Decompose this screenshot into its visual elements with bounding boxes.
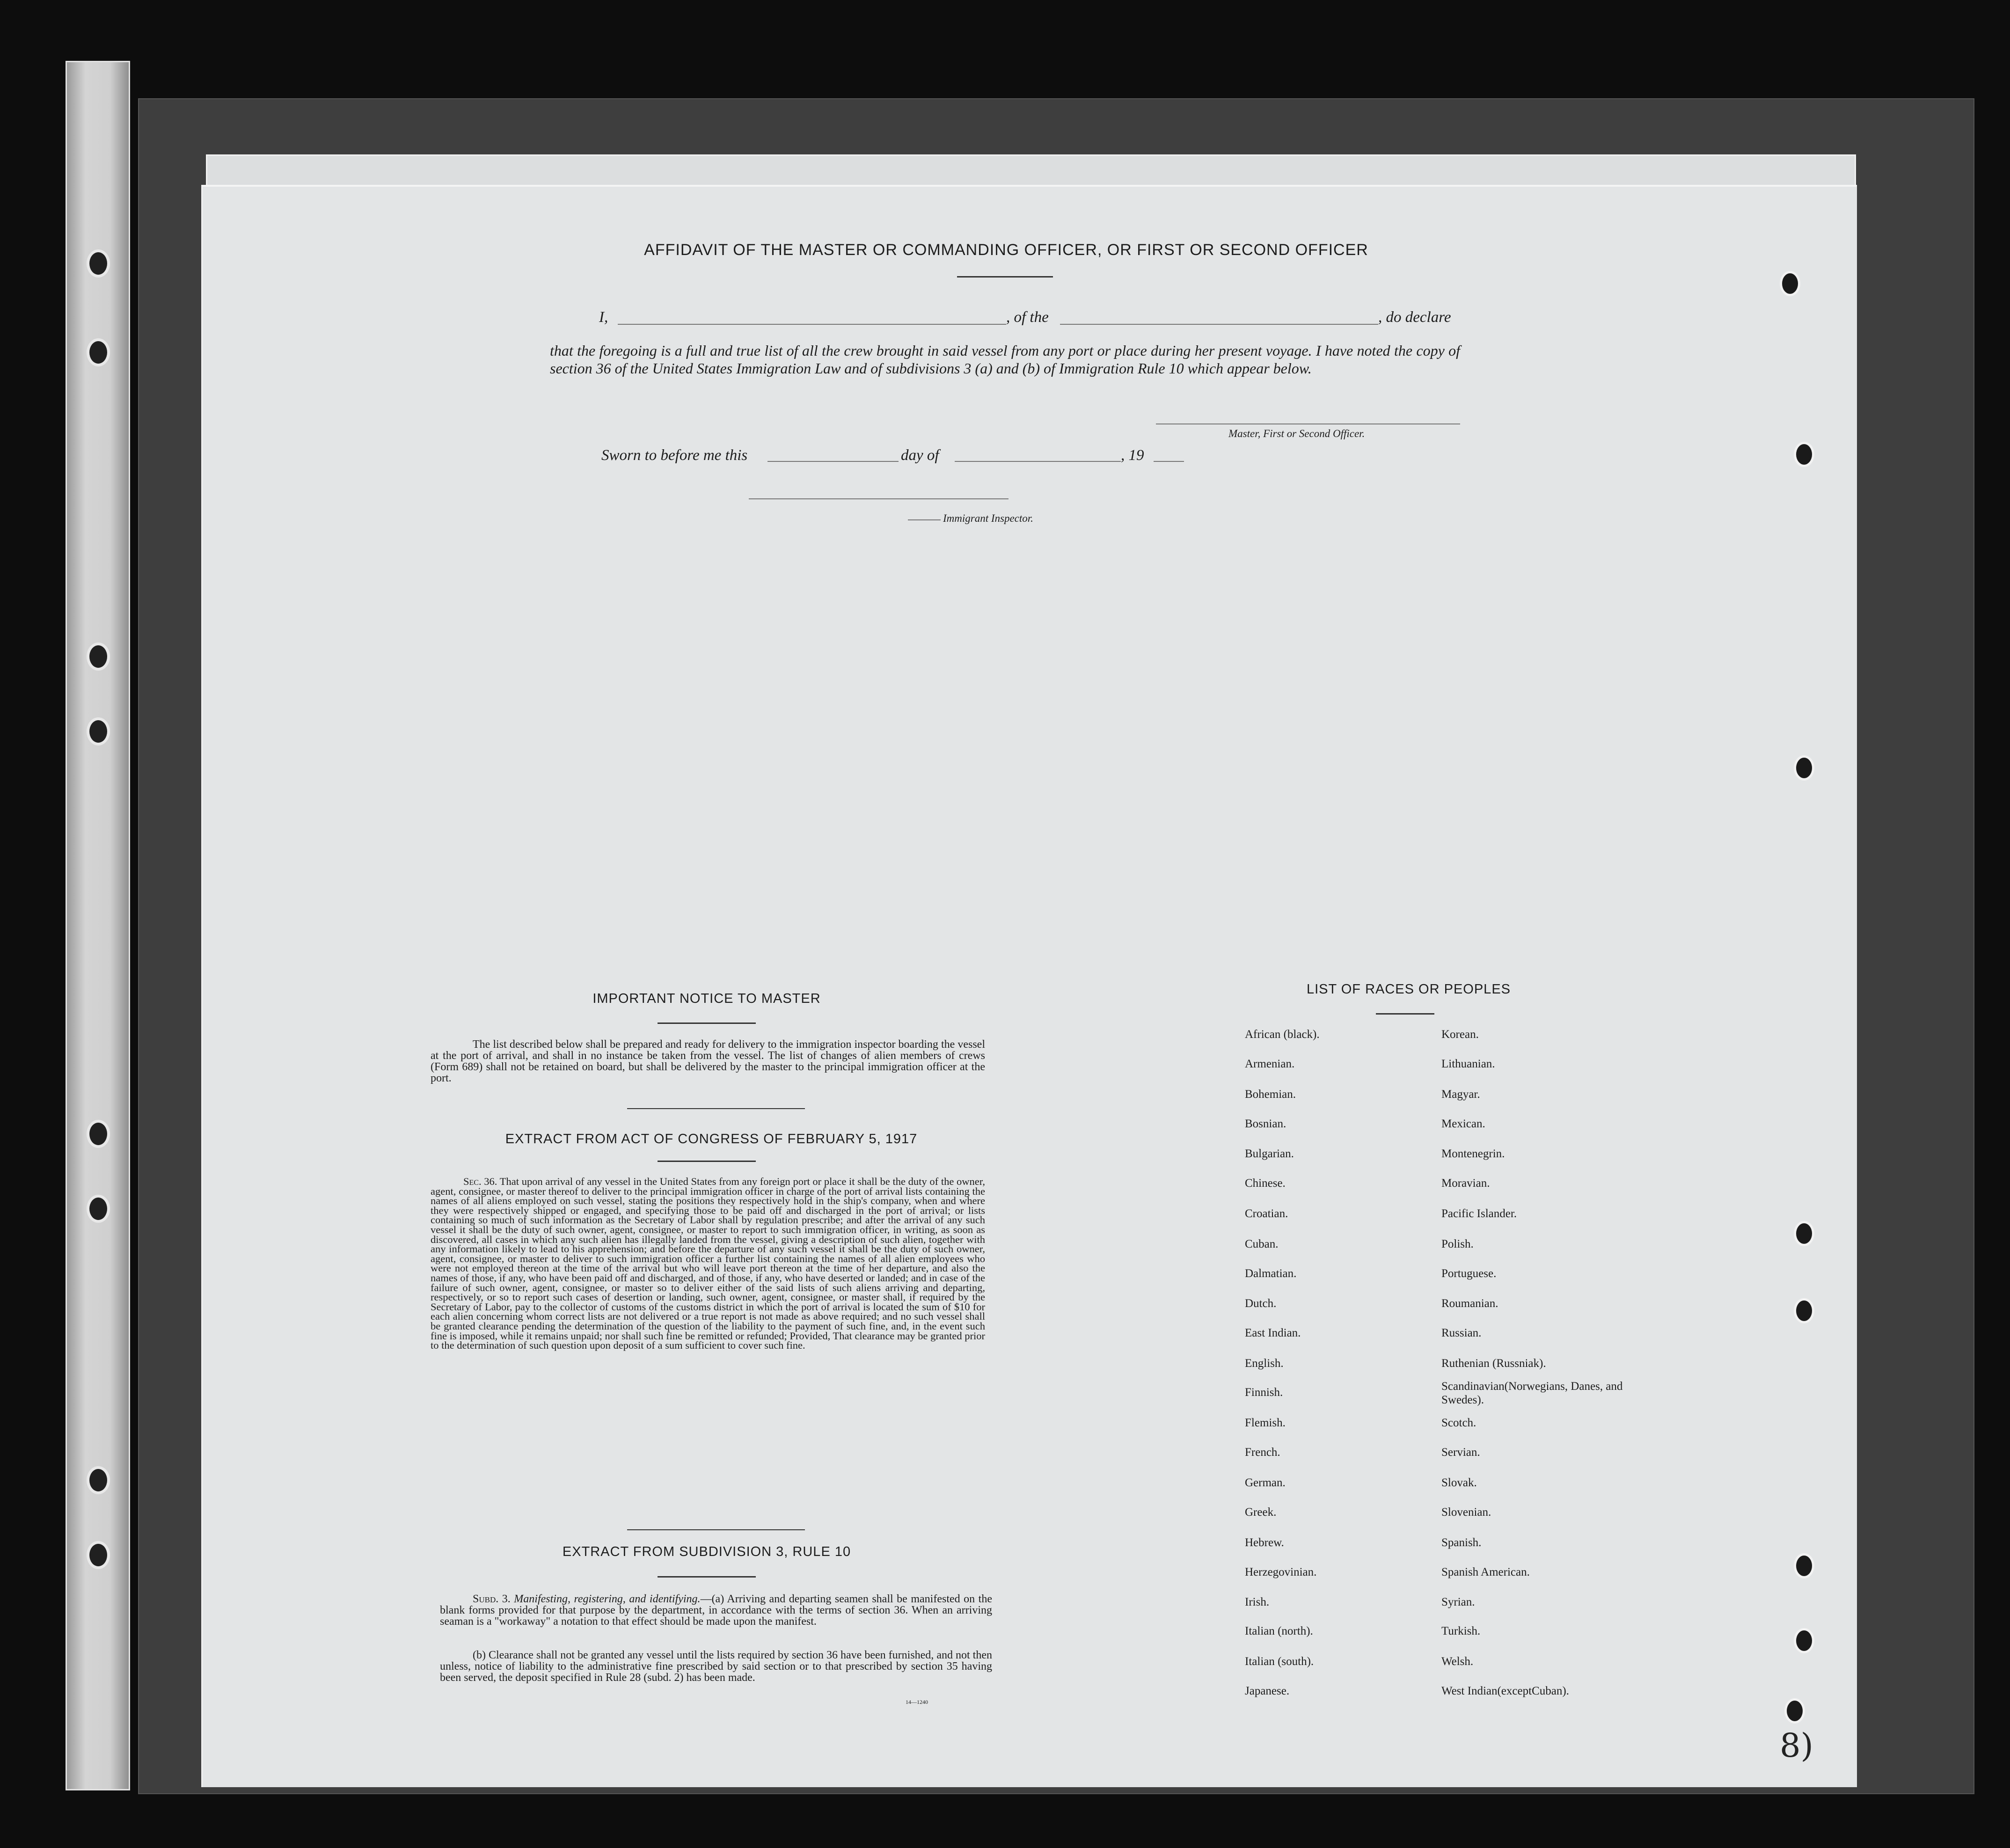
race-item: German.	[1245, 1476, 1286, 1489]
notice-text: The list described below shall be prepared and ready for delivery to the immigration inspector boarding the vessel at the port of arrival, and shall in no instance be taken from the vessel. The list of changes of alien members of crews (Form 689) shall not be retained on board, but shall be delivered by the master to the principal immigration officer at the port.	[431, 1038, 985, 1084]
race-item: Roumanian.	[1441, 1297, 1498, 1310]
inspector-signature-line	[749, 498, 1009, 499]
rule-subd-heading: Manifesting, registering, and identifying.	[514, 1593, 701, 1605]
name-blank	[618, 324, 1006, 325]
form-number: 14—1240	[906, 1699, 928, 1705]
act-sec-label: Sec. 36.	[463, 1176, 497, 1187]
punch-hole-icon	[1794, 1553, 1814, 1578]
rule-extract-rule	[658, 1576, 756, 1578]
race-item: Bulgarian.	[1245, 1147, 1294, 1160]
race-item: Spanish.	[1441, 1536, 1482, 1549]
notice-rule	[658, 1023, 756, 1024]
binder-strip	[66, 61, 130, 1790]
binder-hole-icon	[87, 338, 110, 366]
year-label: , 19	[1121, 447, 1144, 464]
race-item: Servian.	[1441, 1446, 1480, 1459]
title-rule	[957, 276, 1053, 278]
binder-hole-icon	[87, 1120, 110, 1148]
race-item: Bohemian.	[1245, 1088, 1296, 1101]
race-item: Korean.	[1441, 1028, 1479, 1041]
race-item: Magyar.	[1441, 1088, 1480, 1101]
binder-hole-icon	[87, 1541, 110, 1569]
binder-hole-icon	[87, 643, 110, 671]
binder-hole-icon	[87, 1195, 110, 1223]
race-item: Irish.	[1245, 1596, 1270, 1608]
act-divider	[627, 1529, 805, 1530]
race-item: Chinese.	[1245, 1177, 1286, 1190]
race-item: Japanese.	[1245, 1685, 1290, 1697]
day-of-label: day of	[901, 447, 939, 464]
binder-hole-icon	[87, 1466, 110, 1494]
race-item: Flemish.	[1245, 1417, 1286, 1429]
race-item: Polish.	[1441, 1238, 1474, 1250]
race-item: Lithuanian.	[1441, 1058, 1495, 1070]
affidavit-title: AFFIDAVIT OF THE MASTER OR COMMANDING OFFICER, OR FIRST OR SECOND OFFICER	[644, 241, 1368, 259]
act-extract-rule	[658, 1161, 756, 1162]
punch-hole-icon	[1794, 755, 1814, 781]
race-item: Montenegrin.	[1441, 1147, 1505, 1160]
race-item: Cuban.	[1245, 1238, 1279, 1250]
vessel-blank	[1060, 324, 1378, 325]
race-item: Bosnian.	[1245, 1118, 1286, 1130]
affidavit-of-the-label: , of the	[1006, 309, 1049, 326]
race-item: Armenian.	[1245, 1058, 1295, 1070]
race-item: Syrian.	[1441, 1596, 1475, 1608]
race-item: West Indian(exceptCuban).	[1441, 1685, 1569, 1697]
race-item: Spanish American.	[1441, 1566, 1530, 1578]
race-item: English.	[1245, 1357, 1284, 1370]
race-item: Scandinavian(Norwegians, Danes, and Swedes).	[1441, 1380, 1623, 1406]
race-item: Dutch.	[1245, 1297, 1277, 1310]
race-item: Finnish.	[1245, 1386, 1283, 1399]
punch-hole-icon	[1794, 1628, 1814, 1653]
race-item: Herzegovinian.	[1245, 1566, 1317, 1578]
punch-hole-icon	[1780, 271, 1800, 296]
act-sec-text: That upon arrival of any vessel in the United States from any foreign port or place it shall be the duty of the owner, agent, consignee, or master thereof to deliver to the principal immigration officer in charge of the port of arrival lists containing the names of all aliens employed on such vessel, stating the positions they respectively hold in the ship's company, when and where they were respectively shipped or engaged, and specifying those to be paid off and discharged in the port of arrival; or lists containing so much of such information as the Secretary of Labor shall by regulation prescribe; and after the arrival of any such vessel it shall be the duty of such owner, agent, consignee, or master to report to such immigration officer, in writing, as soon as discovered, all cases in which any such alien has illegally landed from the vessel, giving a description of such alien, together with any information likely to lead to his apprehension; and before the departure of any such vessel it shall be the duty of such owner, agent, consignee, or master to deliver to such immigration officer a further list containing the names of all alien employees who were not employed thereon at the time of the arrival but who will leave port thereon at the time of her departure, and also the names of those, if any, who have been paid off and discharged, and of those, if any, who have deserted or landed; and in case of the failure of such owner, agent, consignee, or master so to deliver either of the said lists of such aliens arriving and departing, respectively, or so to report such cases of desertion or landing, such owner, agent, consignee, or master shall, if required by the Secretary of Labor, pay to the collector of customs of the customs district in which the port of arrival is located the sum of $10 for each alien concerning whom correct lists are not delivered or a true report is not made as above required; and no such vessel shall be granted clearance pending the determination of the question of the liability to the payment of such fine, and, in the event such fine is imposed, while it remains unpaid; nor shall such fine be remitted or refunded; Provided, That clearance may be granted prior to the determination of such question upon deposit of a sum sufficient to cover such fine.	[431, 1176, 986, 1351]
race-item: Dalmatian.	[1245, 1267, 1297, 1280]
race-item: French.	[1245, 1446, 1280, 1459]
rule-para-a-text: —(a) Arriving and departing seamen shall be manifested on the blank forms provided for that purpose by the department, in accordance with the terms of section 36. When an arriving seaman is a "workaway" a notation to that effect should be made upon the manifest.	[440, 1593, 992, 1628]
act-extract-text	[431, 1177, 985, 1351]
affidavit-i-label: I,	[599, 309, 608, 326]
race-item: Pacific Islander.	[1441, 1207, 1517, 1220]
race-item: Moravian.	[1441, 1177, 1490, 1190]
race-item: Portuguese.	[1441, 1267, 1497, 1280]
rule-para-b: (b) Clearance shall not be granted any vessel until the lists required by section 36 have been furnished, and not then unless, notice of liability to the administrative fine prescribed by said section or to that prescribed by section 35 having been served, the deposit specified in Rule 28 (subd. 2) has been made.	[440, 1649, 992, 1684]
sworn-month-blank	[955, 461, 1121, 462]
punch-hole-icon	[1784, 1698, 1805, 1724]
race-item: Mexican.	[1441, 1118, 1485, 1130]
binder-hole-icon	[87, 249, 110, 278]
race-item: Hebrew.	[1245, 1536, 1284, 1549]
notice-title: IMPORTANT NOTICE TO MASTER	[592, 991, 821, 1006]
sworn-year-blank	[1154, 461, 1184, 462]
race-item: East Indian.	[1245, 1327, 1301, 1339]
race-item: Welsh.	[1441, 1655, 1474, 1668]
affidavit-body: that the foregoing is a full and true list of all the crew brought in said vessel from any port or place during her present voyage. I have noted the copy of section 36 of the United States Immigration Law and of subdivisions 3 (a) and (b) of Immigration Rule 10 which appear below.	[550, 342, 1460, 377]
sworn-day-blank	[767, 461, 899, 462]
race-item: Scotch.	[1441, 1417, 1476, 1429]
races-rule	[1376, 1013, 1434, 1015]
rule-subd-label: Subd. 3.	[473, 1593, 511, 1605]
race-item: Slovak.	[1441, 1476, 1477, 1489]
act-extract-title: EXTRACT FROM ACT OF CONGRESS OF FEBRUARY 5, 1917	[505, 1132, 918, 1147]
punch-hole-icon	[1794, 442, 1814, 467]
race-item: Italian (south).	[1245, 1655, 1314, 1668]
race-item: Italian (north).	[1245, 1625, 1313, 1637]
rule-extract-title: EXTRACT FROM SUBDIVISION 3, RULE 10	[562, 1544, 851, 1559]
race-item: African (black).	[1245, 1028, 1320, 1041]
margin-note: 8)	[1780, 1726, 1813, 1765]
inspector-caption: Immigrant Inspector.	[943, 512, 1033, 524]
sworn-label: Sworn to before me this	[601, 447, 748, 464]
race-item: Slovenian.	[1441, 1506, 1491, 1519]
punch-hole-icon	[1794, 1298, 1814, 1323]
rule-para-a	[440, 1593, 992, 1627]
race-item: Russian.	[1441, 1327, 1482, 1339]
race-item: Turkish.	[1441, 1625, 1481, 1637]
affidavit-declare-label: , do declare	[1378, 309, 1451, 326]
race-item: Greek.	[1245, 1506, 1277, 1519]
inspector-short-line	[908, 519, 941, 520]
binder-hole-icon	[87, 717, 110, 745]
race-item: Ruthenian (Russniak).	[1441, 1357, 1546, 1370]
document-page	[201, 185, 1857, 1787]
punch-hole-icon	[1794, 1221, 1814, 1246]
races-title: LIST OF RACES OR PEOPLES	[1306, 982, 1511, 997]
notice-divider	[627, 1108, 805, 1109]
master-caption: Master, First or Second Officer.	[1228, 428, 1365, 439]
race-item: Croatian.	[1245, 1207, 1288, 1220]
